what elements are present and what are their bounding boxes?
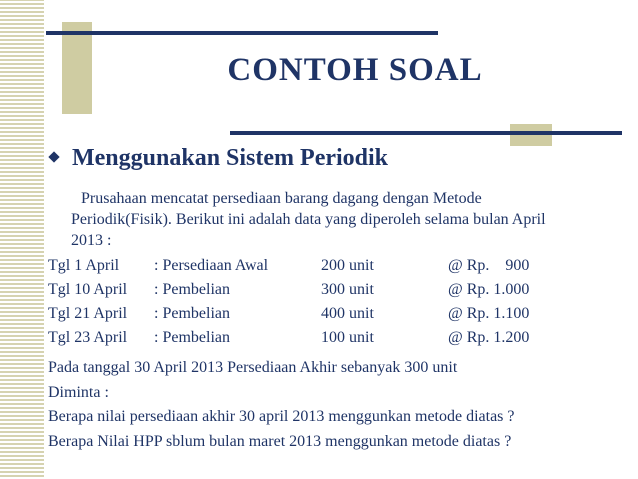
transaction-table xyxy=(48,254,608,350)
row-qty: 200 unit xyxy=(321,257,374,274)
row-qty: 400 unit xyxy=(321,305,374,322)
decor-line-right xyxy=(230,131,622,135)
row-date: Tgl 10 April xyxy=(48,281,128,298)
intro-paragraph xyxy=(71,188,616,251)
row-price: @ Rp. 1.100 xyxy=(448,305,530,322)
closing-text xyxy=(48,356,515,454)
closing-line: Pada tanggal 30 April 2013 Persediaan Akhir sebanyak 300 unit xyxy=(48,359,458,376)
bullet-heading xyxy=(50,145,388,172)
row-price: @ Rp. 1.200 xyxy=(448,329,530,346)
table-row xyxy=(48,326,608,350)
intro-line: Prusahaan mencatat persediaan barang dagang dengan Metode xyxy=(81,190,482,207)
table-row xyxy=(48,302,608,326)
row-price: @ Rp. 1.000 xyxy=(448,281,530,298)
row-date: Tgl 21 April xyxy=(48,305,128,322)
decor-square-top xyxy=(62,22,92,114)
row-desc: : Persediaan Awal xyxy=(154,257,269,274)
table-row xyxy=(48,254,608,278)
heading-text: Menggunakan Sistem Periodik xyxy=(72,145,389,171)
closing-line: Berapa Nilai HPP sblum bulan maret 2013 menggunkan metode diatas ? xyxy=(48,432,512,450)
row-qty: 100 unit xyxy=(321,329,374,346)
intro-line: Periodik(Fisik). Berikut ini adalah data yang diperoleh selama bulan April xyxy=(71,211,546,228)
table-row xyxy=(48,278,608,302)
intro-line: 2013 : xyxy=(71,232,112,249)
row-date: Tgl 1 April xyxy=(48,257,120,274)
closing-line: Berapa nilai persediaan akhir 30 april 2013 menggunkan metode diatas ? xyxy=(48,408,515,425)
closing-line: Diminta : xyxy=(48,383,109,401)
bullet-diamond-icon xyxy=(48,151,59,162)
row-qty: 300 unit xyxy=(321,281,374,298)
slide-title: CONTOH SOAL xyxy=(227,52,483,88)
decor-square-right xyxy=(510,124,552,146)
row-price: @ Rp. 900 xyxy=(448,257,530,274)
row-date: Tgl 23 April xyxy=(48,329,128,346)
decor-line-top xyxy=(46,31,438,35)
row-desc: : Pembelian xyxy=(154,329,230,346)
row-desc: : Pembelian xyxy=(154,281,230,298)
striped-margin xyxy=(0,0,44,479)
row-desc: : Pembelian xyxy=(154,305,230,322)
